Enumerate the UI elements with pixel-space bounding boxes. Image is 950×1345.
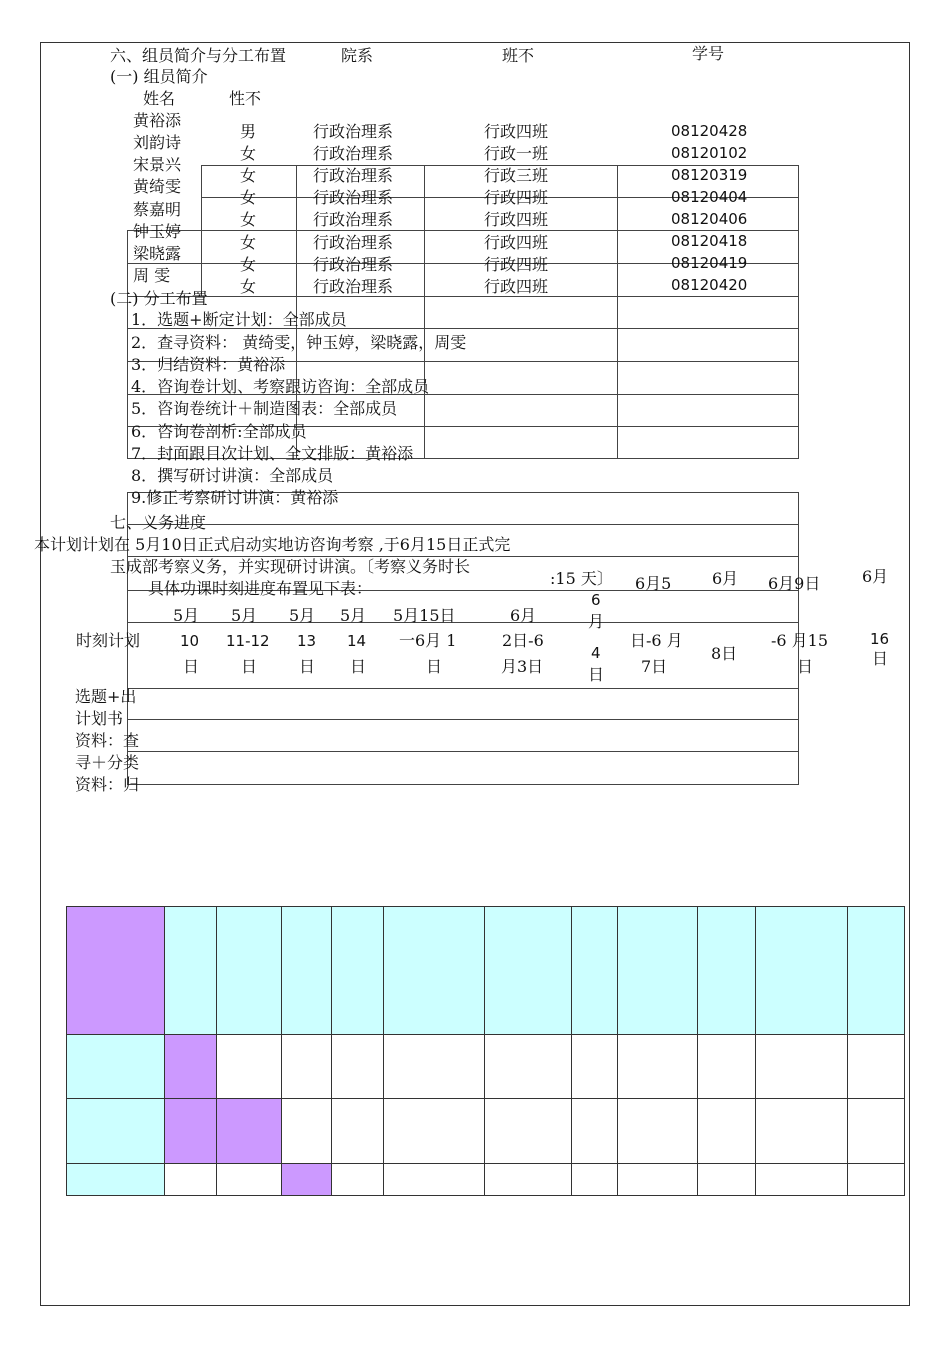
gantt-cell	[332, 1164, 384, 1196]
member-name: 蔡嘉明	[133, 200, 182, 219]
member-gender: 女	[240, 255, 257, 274]
gantt-cell	[618, 1099, 698, 1164]
member-id: 08120404	[671, 188, 748, 206]
col-gender-header: 性不	[229, 89, 262, 108]
gantt-cell	[384, 1035, 485, 1099]
section7-paragraph: 具体功课时刻进度布置见下表：	[148, 579, 373, 598]
member-dept: 行政治理系	[313, 277, 394, 296]
schedule-fragment: 一6月 1	[399, 631, 457, 650]
gantt-cell	[485, 1035, 572, 1099]
schedule-fragment: 13	[297, 632, 317, 650]
member-id: 08120428	[671, 122, 748, 140]
member-gender: 女	[240, 233, 257, 252]
schedule-fragment: 6	[591, 591, 601, 609]
schedule-fragment: 5月	[173, 606, 200, 625]
gantt-cell	[618, 907, 698, 1035]
gantt-cell	[282, 1099, 332, 1164]
member-name: 钟玉婷	[133, 222, 182, 241]
schedule-row-label: 时刻计划	[76, 631, 141, 650]
gantt-cell	[67, 907, 165, 1035]
schedule-fragment: 10	[180, 632, 200, 650]
gantt-cell	[848, 1035, 905, 1099]
member-class: 行政一班	[484, 144, 549, 163]
gantt-cell	[282, 1164, 332, 1196]
members-heading: (一) 组员简介	[110, 67, 208, 86]
member-class: 行政四班	[484, 277, 549, 296]
member-class: 行政三班	[484, 166, 549, 185]
section6-title: 六、组员简介与分工布置	[110, 46, 287, 65]
schedule-fragment: 5月	[289, 606, 316, 625]
task-item: 7．封面跟目次计划、全文排版：黄裕添	[131, 444, 414, 463]
schedule-fragment: 日-6 月	[630, 631, 683, 650]
schedule-fragment: 2日-6	[502, 631, 544, 650]
schedule-fragment: 日	[299, 657, 316, 676]
gantt-cell	[618, 1035, 698, 1099]
member-class: 行政四班	[484, 210, 549, 229]
gantt-cell	[756, 1164, 848, 1196]
schedule-fragment: 日	[872, 649, 889, 668]
gantt-cell	[848, 1099, 905, 1164]
member-name: 黄绮雯	[133, 177, 182, 196]
gantt-cell	[332, 1099, 384, 1164]
member-id: 08120319	[671, 166, 748, 184]
schedule-fragment: 5月	[340, 606, 367, 625]
gantt-cell	[698, 1164, 756, 1196]
task-item: 1．选题+断定计划：全部成员	[131, 310, 347, 329]
member-name: 刘韵诗	[133, 133, 182, 152]
schedule-fragment: 日	[350, 657, 367, 676]
gantt-grid	[66, 906, 905, 1196]
schedule-fragment: 4	[591, 644, 601, 662]
gantt-cell	[165, 1099, 217, 1164]
schedule-fragment: 8日	[711, 644, 738, 663]
schedule-fragment: 日	[426, 657, 443, 676]
gantt-row	[67, 1099, 905, 1164]
gantt-cell	[756, 1035, 848, 1099]
gantt-cell	[848, 1164, 905, 1196]
member-id: 08120406	[671, 210, 748, 228]
member-class: 行政四班	[484, 255, 549, 274]
gantt-cell	[698, 1035, 756, 1099]
task-item: 6．咨询卷剖析:全部成员	[131, 422, 307, 441]
gantt-cell	[217, 1035, 282, 1099]
gantt-cell	[572, 1164, 618, 1196]
schedule-fragment: 日	[183, 657, 200, 676]
schedule-fragment: 7日	[641, 657, 668, 676]
section7-title: 七、义务进度	[110, 513, 207, 532]
member-name: 梁晓露	[133, 244, 182, 263]
member-name: 宋景兴	[133, 155, 182, 174]
member-dept: 行政治理系	[313, 233, 394, 252]
col-class-header: 班不	[502, 46, 535, 65]
gantt-cell	[332, 1035, 384, 1099]
schedule-fragment: -6 月15	[771, 631, 829, 650]
gantt-cell	[485, 1164, 572, 1196]
member-dept: 行政治理系	[313, 210, 394, 229]
gantt-cell	[485, 907, 572, 1035]
gantt-cell	[384, 1164, 485, 1196]
gantt-cell	[618, 1164, 698, 1196]
task-item: 4．咨询卷计划、考察跟访咨询：全部成员	[131, 377, 430, 396]
schedule-fragment: 6月	[510, 606, 537, 625]
member-class: 行政四班	[484, 188, 549, 207]
member-name: 周 雯	[133, 266, 171, 285]
member-dept: 行政治理系	[313, 144, 394, 163]
schedule-fragment: 6月	[712, 569, 739, 588]
member-dept: 行政治理系	[313, 166, 394, 185]
member-gender: 女	[240, 277, 257, 296]
schedule-fragment: 6月9日	[768, 574, 821, 593]
task-item: 2．查寻资料： 黄绮雯，钟玉婷，梁晓露，周雯	[131, 333, 467, 352]
col-dept-header: 院系	[341, 46, 374, 65]
member-dept: 行政治理系	[313, 188, 394, 207]
schedule-fragment: 6月5	[635, 574, 672, 593]
gantt-cell	[332, 907, 384, 1035]
schedule-fragment: 日	[797, 657, 814, 676]
section7-paragraph: 本计划计划在 5月10日正式启动实地访咨询考察 ,于6月15日正式完	[34, 535, 511, 554]
gantt-cell	[67, 1164, 165, 1196]
member-id: 08120102	[671, 144, 748, 162]
schedule-task-label: 资料：查	[75, 731, 140, 750]
gantt-cell	[217, 1164, 282, 1196]
gantt-cell	[282, 1035, 332, 1099]
schedule-fragment: 月3日	[501, 657, 544, 676]
member-gender: 女	[240, 210, 257, 229]
gantt-cell	[67, 1035, 165, 1099]
gantt-cell	[848, 907, 905, 1035]
task-item: 8．撰写研讨讲演：全部成员	[131, 466, 334, 485]
gantt-cell	[165, 907, 217, 1035]
schedule-fragment: 日	[241, 657, 258, 676]
member-class: 行政四班	[484, 122, 549, 141]
schedule-fragment: 月	[588, 612, 605, 631]
gantt-cell	[217, 907, 282, 1035]
member-id: 08120419	[671, 254, 748, 272]
schedule-fragment: 6月	[862, 567, 889, 586]
member-id: 08120420	[671, 276, 748, 294]
schedule-fragment: 5月	[231, 606, 258, 625]
schedule-fragment: 日	[588, 665, 605, 684]
task-item: 3．归结资料：黄裕添	[131, 355, 286, 374]
gantt-cell	[756, 1099, 848, 1164]
member-dept: 行政治理系	[313, 122, 394, 141]
member-gender: 女	[240, 188, 257, 207]
gantt-cell	[165, 1035, 217, 1099]
member-gender: 女	[240, 144, 257, 163]
gantt-row	[67, 1164, 905, 1196]
member-dept: 行政治理系	[313, 255, 394, 274]
member-class: 行政四班	[484, 233, 549, 252]
gantt-cell	[572, 907, 618, 1035]
schedule-task-label: 选题+出	[75, 687, 137, 706]
member-gender: 女	[240, 166, 257, 185]
schedule-fragment: 16	[870, 630, 890, 648]
member-name: 黄裕添	[133, 111, 182, 130]
gantt-row	[67, 1035, 905, 1099]
gantt-cell	[698, 1099, 756, 1164]
gantt-cell	[217, 1099, 282, 1164]
gantt-cell	[572, 1035, 618, 1099]
gantt-cell	[282, 907, 332, 1035]
col-name-header: 姓名	[143, 89, 176, 108]
schedule-task-label: 寻＋分类	[75, 753, 140, 772]
section7-paragraph: 玉成部考察义务，并实现研讨讲演。〔考察义务时长	[110, 557, 471, 576]
task-item: 9.修正考察研讨讲演：黄裕添	[131, 488, 339, 507]
schedule-task-label: 资料：归	[75, 775, 140, 794]
gantt-cell	[572, 1099, 618, 1164]
member-id: 08120418	[671, 232, 748, 250]
gantt-cell	[384, 907, 485, 1035]
division-heading: (二) 分工布置	[110, 289, 208, 308]
schedule-fragment: 5月15日	[393, 606, 456, 625]
gantt-cell	[165, 1164, 217, 1196]
gantt-cell	[756, 907, 848, 1035]
section7-duration: :15 天〕	[550, 569, 613, 588]
schedule-fragment: 11-12	[226, 632, 270, 650]
gantt-cell	[67, 1099, 165, 1164]
schedule-task-label: 计划书	[75, 709, 124, 728]
schedule-fragment: 14	[347, 632, 367, 650]
gantt-cell	[485, 1099, 572, 1164]
gantt-cell	[384, 1099, 485, 1164]
member-gender: 男	[240, 122, 257, 141]
gantt-header-row	[67, 907, 905, 1035]
col-id-header: 学号	[692, 44, 725, 63]
gantt-cell	[698, 907, 756, 1035]
task-item: 5．咨询卷统计＋制造图表：全部成员	[131, 399, 398, 418]
